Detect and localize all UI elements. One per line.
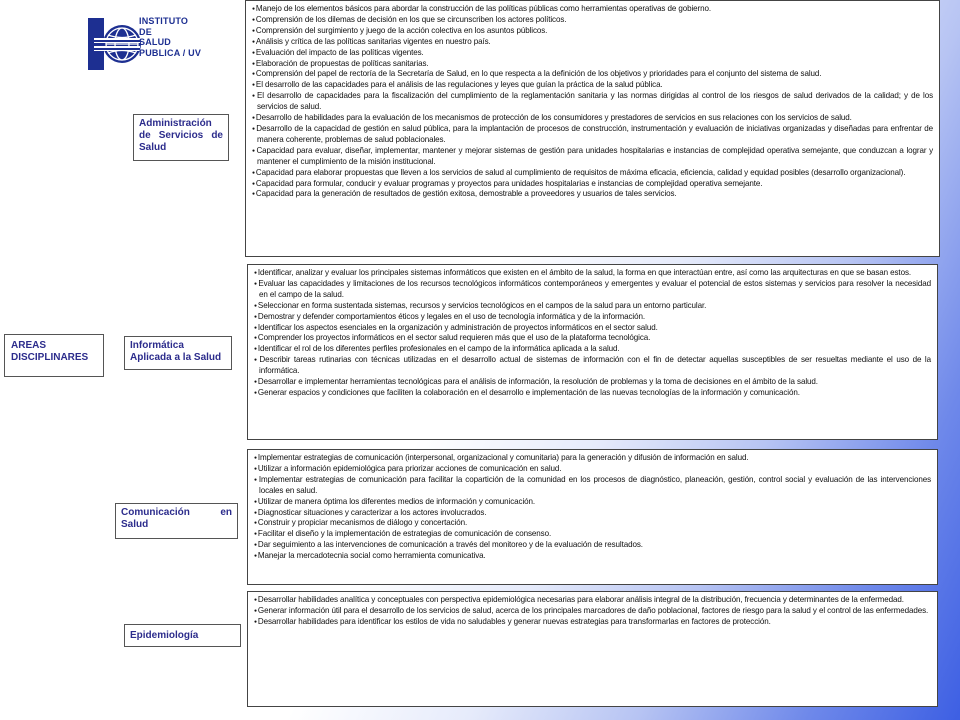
areas-disciplinares-label: AREAS DISCIPLINARES [4, 334, 104, 377]
objective-item: ● Desarrollar habilidades para identificar los estilos de vida no saludables y generar nuevas estrategias para transformarlas en factores de protección. [254, 617, 931, 628]
objective-item: ● Identificar los aspectos esenciales en la organización y administración de proyectos informáticos en el sector salud. [254, 323, 931, 334]
objective-item: ● Facilitar el diseño y la implementación de estrategias de comunicación de consenso. [254, 529, 931, 540]
objective-item: ● Evaluación del impacto de las políticas vigentes. [252, 48, 933, 59]
area-label-informatica: Informática Aplicada a la Salud [124, 336, 232, 370]
objective-item: ● Seleccionar en forma sustentada sistemas, recursos y servicios tecnológicos en el campos de la salud para un entorno particular. [254, 301, 931, 312]
objectives-list [254, 595, 931, 628]
objective-item: ● Describir tareas rutinarias con técnicas utilizadas en el desarrollo actual de sistemas de información con el fin de detectar aquellas susceptibles de ser resueltas mediante el uso de la informática. [254, 355, 931, 377]
objective-item: ● Desarrollo de la capacidad de gestión en salud pública, para la implantación de procesos de construcción, instrumentación y evaluación de iniciativas organizadas y diseñadas para enfrentar de manera coherente, problemas de salud poblacionales. [252, 124, 933, 146]
objective-item: ● Demostrar y defender comportamientos éticos y legales en el uso de tecnología informática y de la información. [254, 312, 931, 323]
objective-item: ● Elaboración de propuestas de políticas sanitarias. [252, 59, 933, 70]
objective-item: ● Generar espacios y condiciones que faciliten la colaboración en el desarrollo e implementación de las nuevas tecnologías de la información y comunicación. [254, 388, 931, 399]
objective-item: ● Capacidad para la generación de resultados de gestión exitosa, demostrable a proveedores y usuarios de tales servicios. [252, 189, 933, 200]
objective-item: ● Utilizar a información epidemiológica para priorizar acciones de comunicación en salud. [254, 464, 931, 475]
objective-item: ● El desarrollo de capacidades para la fiscalización del cumplimiento de la reglamentación sanitaria y las normas dirigidas al control de los riesgos de salud derivados de la calidad; y de los servicios de salud. [252, 91, 933, 113]
content-box-epidemiologia [247, 591, 938, 707]
objective-item: ● Capacidad para elaborar propuestas que lleven a los servicios de salud al cumplimiento de requisitos de máxima eficacia, eficiencia, calidad y equidad posibles (desarrollo organizacional). [252, 168, 933, 179]
logo-line: PUBLICA / UV [139, 47, 202, 58]
content-box-informatica [247, 264, 938, 440]
logo-line: INSTITUTO [139, 16, 189, 26]
logo-line: SALUD [139, 37, 171, 47]
objective-item: ● Generar información útil para el desarrollo de los servicios de salud, acerca de los principales marcadores de daño poblacional, factores de riesgo para la salud y el control de las enfermedades. [254, 606, 931, 617]
objective-item: ● Comprensión de los dilemas de decisión en los que se circunscriben los actores políticos. [252, 15, 933, 26]
objective-item: ● Diagnosticar situaciones y caracterizar a los actores involucrados. [254, 508, 931, 519]
objective-item: ● Construir y propiciar mecanismos de diálogo y concertación. [254, 518, 931, 529]
objectives-list [254, 453, 931, 562]
objective-item: ● Utilizar de manera óptima los diferentes medios de información y comunicación. [254, 497, 931, 508]
objective-item: ● Dar seguimiento a las intervenciones de comunicación a través del monitoreo y de la evaluación de resultados. [254, 540, 931, 551]
objective-item: ● Comprensión del surgimiento y juego de la acción colectiva en los asuntos públicos. [252, 26, 933, 37]
content-box-comunicacion [247, 449, 938, 585]
objective-item: ● Desarrollo de habilidades para la evaluación de los mecanismos de protección de los consumidores y prestadores de servicios en sus relaciones con los servicios de salud. [252, 113, 933, 124]
objectives-list [254, 268, 931, 399]
objective-item: ● Capacidad para formular, conducir y evaluar programas y proyectos para unidades hospitalarias e instancias de complejidad operativa semejante. [252, 179, 933, 190]
objective-item: ● Evaluar las capacidades y limitaciones de los recursos tecnológicos informáticos contemporáneos y emergentes y evaluar el potencial de estos sistemas y servicios para resolver la necesidad en el campo de la salud. [254, 279, 931, 301]
objective-item: ● Implementar estrategias de comunicación (interpersonal, organizacional y comunitaria) para la generación y difusión de información en salud. [254, 453, 931, 464]
objective-item: ● Desarrollar habilidades analítica y conceptuales con perspectiva epidemiológica necesarias para elaborar análisis integral de la distribución, frecuencia y determinantes de la enfermedad. [254, 595, 931, 606]
objective-item: ● Identificar, analizar y evaluar los principales sistemas informáticos que existen en el ámbito de la salud, la forma en que interactúan entre, así como las arquitecturas en que se basan estos. [254, 268, 931, 279]
objective-item: ● Manejar la mercadotecnia social como herramienta comunicativa. [254, 551, 931, 562]
content-box-administracion [245, 0, 940, 257]
logo-line: DE [139, 26, 152, 37]
objective-item: ● Implementar estrategias de comunicación para facilitar la copartición de la comunidad en los procesos de diagnóstico, planeación, gestión, control social y evaluación de las intervenciones locales en salud. [254, 475, 931, 497]
objective-item: ● Desarrollar e implementar herramientas tecnológicas para el análisis de información, la resolución de problemas y la toma de decisiones en el ámbito de la salud. [254, 377, 931, 388]
area-label-administracion: Administración de Servicios de Salud [133, 114, 229, 161]
objective-item: ● Capacidad para evaluar, diseñar, implementar, mantener y mejorar sistemas de gestión para unidades hospitalarias e instancias de complejidad operativa semejante, que conduzcan a lograr y mantener el cumplimiento de la misión institucional. [252, 146, 933, 168]
area-label-comunicacion: Comunicación en Salud [115, 503, 238, 539]
objectives-list [252, 4, 933, 200]
area-label-epidemiologia: Epidemiología [124, 624, 241, 647]
objective-item: ● Manejo de los elementos básicos para abordar la construcción de las políticas públicas como herramientas operativas de gobierno. [252, 4, 933, 15]
logo-text [139, 16, 201, 58]
objective-item: ● Comprensión del papel de rectoría de la Secretaría de Salud, en lo que respecta a la definición de los objetivos y prioridades para el conjunto del sistema de salud. [252, 69, 933, 80]
objective-item: ● El desarrollo de las capacidades para el análisis de las regulaciones y leyes que guían la práctica de la salud pública. [252, 80, 933, 91]
objective-item: ● Análisis y crítica de las políticas sanitarias vigentes en nuestro país. [252, 37, 933, 48]
objective-item: ● Comprender los proyectos informáticos en el sector salud requieren más que el uso de la plataforma tecnológica. [254, 333, 931, 344]
objective-item: ● Identificar el rol de los diferentes perfiles profesionales en el campo de la informática aplicada a la salud. [254, 344, 931, 355]
